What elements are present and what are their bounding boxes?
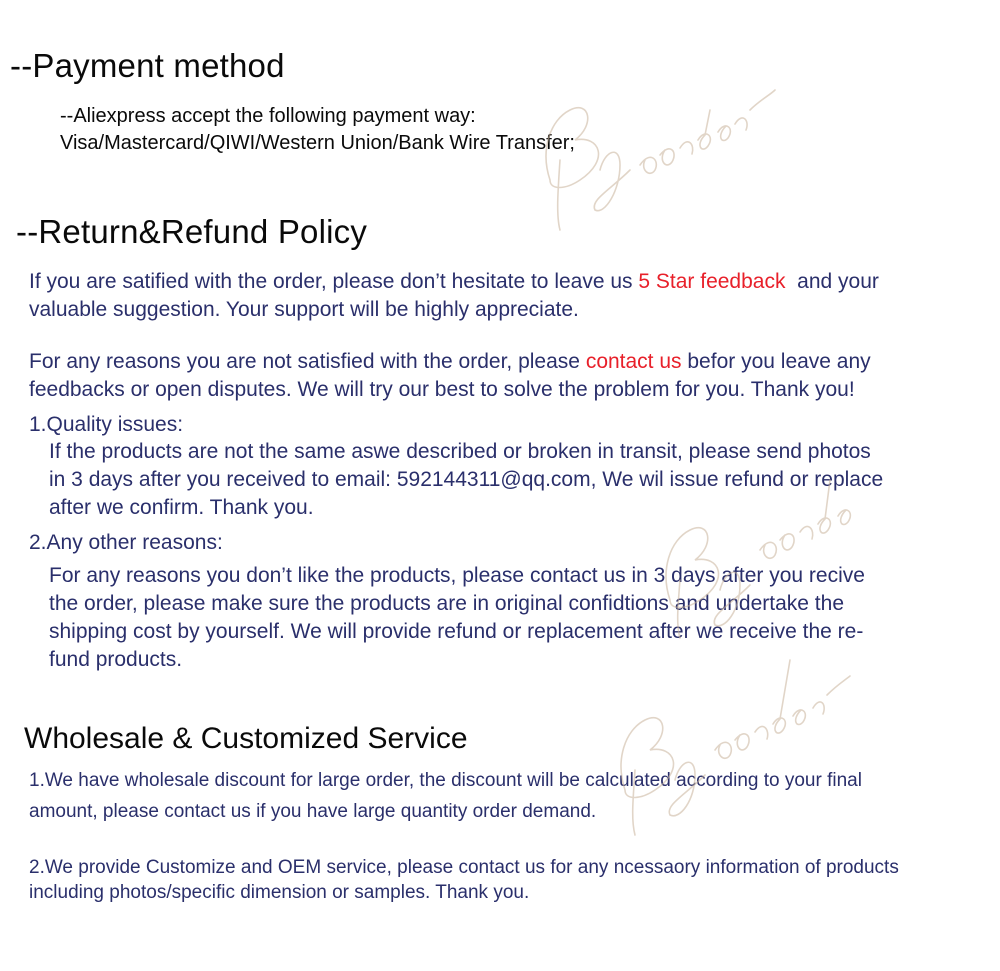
other-reasons-line-1: For any reasons you don’t like the products, please contact us in 3 days after you recive bbox=[49, 564, 865, 587]
other-reasons-line-2: the order, please make sure the products are in original confidtions and undertake the bbox=[49, 592, 844, 615]
quality-issues-title: 1.Quality issues: bbox=[29, 413, 184, 436]
refund-paragraph-1-line-1 bbox=[29, 268, 879, 296]
refund-paragraph-2-tail: befor you leave any bbox=[681, 350, 871, 373]
wholesale-heading: Wholesale & Customized Service bbox=[24, 722, 468, 755]
wholesale-paragraph-2-line-1: 2.We provide Customize and OEM service, please contact us for any ncessaory information of products bbox=[29, 857, 899, 878]
refund-paragraph-1-line-2: valuable suggestion. Your support will be highly appreciate. bbox=[29, 298, 579, 321]
refund-paragraph-2-line-1 bbox=[29, 348, 871, 376]
five-star-feedback-highlight: 5 Star feedback bbox=[638, 270, 786, 293]
wholesale-paragraph-2-line-2: including photos/specific dimension or samples. Thank you. bbox=[29, 882, 530, 903]
refund-paragraph-1-text: If you are satified with the order, please don’t hesitate to leave us bbox=[29, 270, 639, 293]
refund-paragraph-2-line-2: feedbacks or open disputes. We will try our best to solve the problem for you. Thank you! bbox=[29, 378, 855, 401]
payment-line-1: --Aliexpress accept the following payment way: bbox=[60, 105, 476, 127]
payment-line-2: Visa/Mastercard/QIWI/Western Union/Bank Wire Transfer; bbox=[60, 132, 575, 154]
wholesale-paragraph-1-line-2: amount, please contact us if you have large quantity order demand. bbox=[29, 801, 597, 822]
other-reasons-line-3: shipping cost by yourself. We will provide refund or replacement after we receive the re- bbox=[49, 620, 864, 643]
watermark-signature-3 bbox=[595, 640, 855, 840]
refund-paragraph-2-text: For any reasons you are not satisfied with the order, please bbox=[29, 350, 586, 373]
refund-heading: --Return&Refund Policy bbox=[16, 213, 368, 250]
other-reasons-title: 2.Any other reasons: bbox=[29, 531, 223, 554]
other-reasons-line-4: fund products. bbox=[49, 648, 183, 671]
refund-paragraph-1-tail: and your bbox=[785, 270, 879, 293]
quality-issues-line-2: in 3 days after you received to email: 592144311@qq.com, We wil issue refund or replace bbox=[49, 468, 884, 491]
quality-issues-line-3: after we confirm. Thank you. bbox=[49, 496, 314, 519]
wholesale-paragraph-1-line-1: 1.We have wholesale discount for large order, the discount will be calculated according to your final bbox=[29, 770, 862, 791]
contact-us-highlight: contact us bbox=[585, 350, 682, 373]
payment-heading: --Payment method bbox=[10, 47, 285, 84]
quality-issues-line-1: If the products are not the same aswe described or broken in transit, please send photos bbox=[49, 440, 871, 463]
